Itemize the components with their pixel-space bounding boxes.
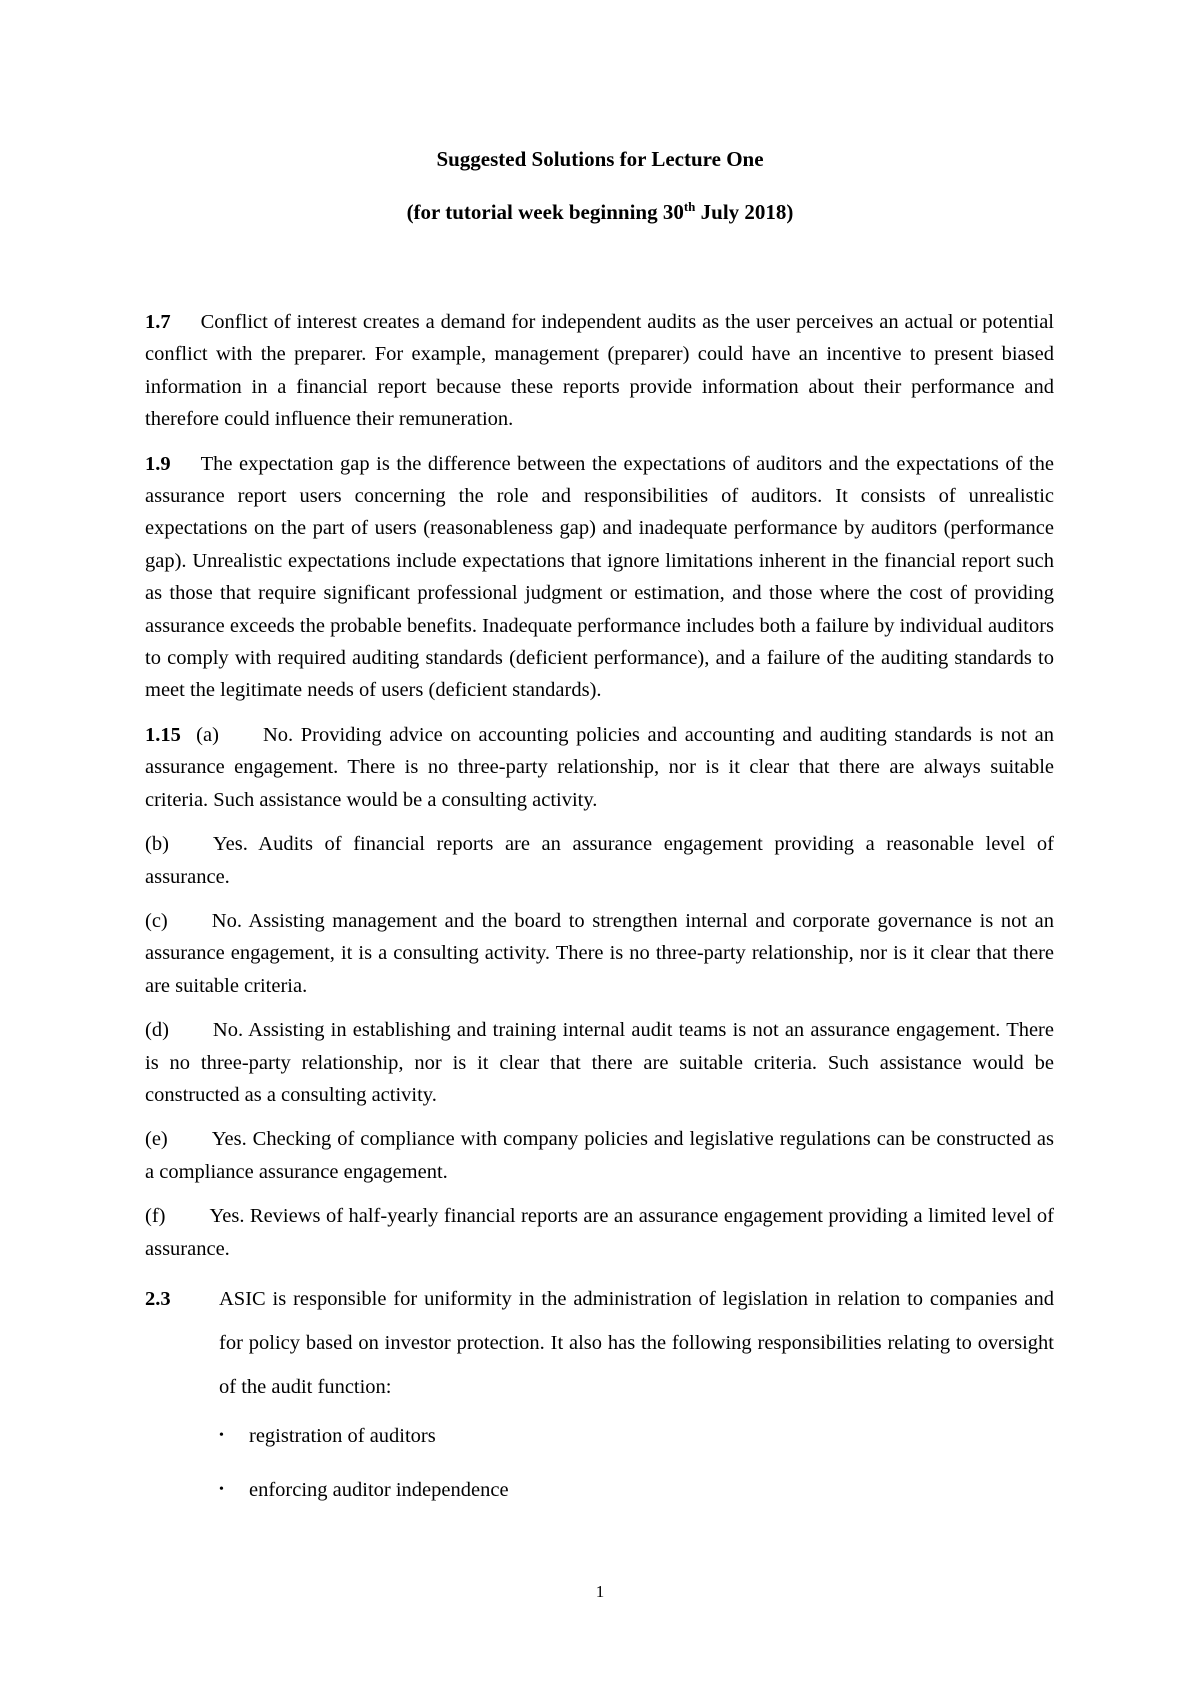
section-number: 1.7 — [145, 311, 171, 333]
page-number: 1 — [595, 1582, 605, 1601]
section-number: 1.9 — [145, 452, 171, 475]
item-text: No. Providing advice on accounting policies and accounting and auditing standards is not an assurance engagement. There is no three-party relationship, nor is it clear that there are always suitable criteria. Such assistance would be a consulting activity. — [145, 723, 1054, 811]
item-text: No. Assisting in establishing and training internal audit teams is not an assurance engagement. There is no three-party relationship, nor is it clear that there are suitable criteria. Such assistance would be constructed as a consulting activity. — [145, 1019, 1054, 1106]
section-text: ASIC is responsible for uniformity in the administration of legislation in relation to companies and for policy based on investor protection. It also has the following responsibilities relating to oversight of the audit function: — [219, 1287, 1054, 1398]
subtitle-text: (for tutorial week beginning 30 — [406, 200, 684, 224]
item-text: Yes. Reviews of half-yearly financial reports are an assurance engagement providing a limited level of assurance. — [145, 1205, 1054, 1260]
item-text: No. Assisting management and the board to strengthen internal and corporate governance is not an assurance engagement, it is a consulting activity. There is no three-party relationship, nor is it clear that there are suitable criteria. — [145, 909, 1054, 997]
section-number: 2.3 — [145, 1287, 171, 1310]
subtitle-text-end: July 2018) — [695, 200, 794, 224]
section-1-15-f — [145, 1200, 1054, 1265]
section-1-15-e — [145, 1123, 1054, 1188]
bullet-icon: • — [219, 1481, 224, 1497]
document-subtitle — [0, 199, 1200, 225]
section-text: Conflict of interest creates a demand for independent audits as the user perceives an actual or potential conflict with the preparer. For example, management (preparer) could have an incentive to present biased information in a financial report because these reports provide information about their performance and therefore could influence their remuneration. — [145, 311, 1054, 431]
item-label: (f) — [145, 1205, 166, 1228]
item-label: (d) — [145, 1019, 169, 1042]
document-title: Suggested Solutions for Lecture One — [436, 147, 764, 171]
item-label: (a) — [196, 723, 219, 746]
section-1-15-a — [145, 719, 1054, 816]
list-item — [219, 1409, 1054, 1463]
subtitle-superscript: th — [683, 199, 696, 214]
bullet-list — [145, 1409, 1054, 1517]
section-1-15-b — [145, 828, 1054, 893]
section-number: 1.15 — [145, 723, 181, 746]
item-label: (b) — [145, 833, 169, 856]
section-1-15-d — [145, 1014, 1054, 1111]
section-1-7 — [145, 306, 1054, 436]
item-label: (c) — [145, 909, 168, 932]
section-1-15-c — [145, 905, 1054, 1002]
list-item — [219, 1463, 1054, 1517]
document-body — [145, 306, 1054, 1517]
section-2-3 — [145, 1277, 1054, 1409]
item-text: Yes. Checking of compliance with company policies and legislative regulations can be constructed as a compliance assurance engagement. — [145, 1128, 1054, 1183]
item-text: Yes. Audits of financial reports are an assurance engagement providing a reasonable level of assurance. — [145, 833, 1054, 888]
item-label: (e) — [145, 1128, 168, 1151]
list-item-text: registration of auditors — [249, 1424, 436, 1447]
list-item-text: enforcing auditor independence — [249, 1478, 509, 1501]
bullet-icon: • — [219, 1427, 224, 1443]
section-1-9 — [145, 448, 1054, 707]
section-text: The expectation gap is the difference between the expectations of auditors and the expectations of the assurance report users concerning the role and responsibilities of auditors. It consists of unrealistic expectations on the part of users (reasonableness gap) and inadequate performance by auditors (performance gap). Unrealistic expectations include expectations that ignore limitations inherent in the financial report such as those that require significant professional judgment or estimation, and those where the cost of providing assurance exceeds the probable benefits. Inadequate performance includes both a failure by individual auditors to comply with required auditing standards (deficient performance), and a failure of the auditing standards to meet the legitimate needs of users (deficient standards). — [145, 452, 1054, 702]
